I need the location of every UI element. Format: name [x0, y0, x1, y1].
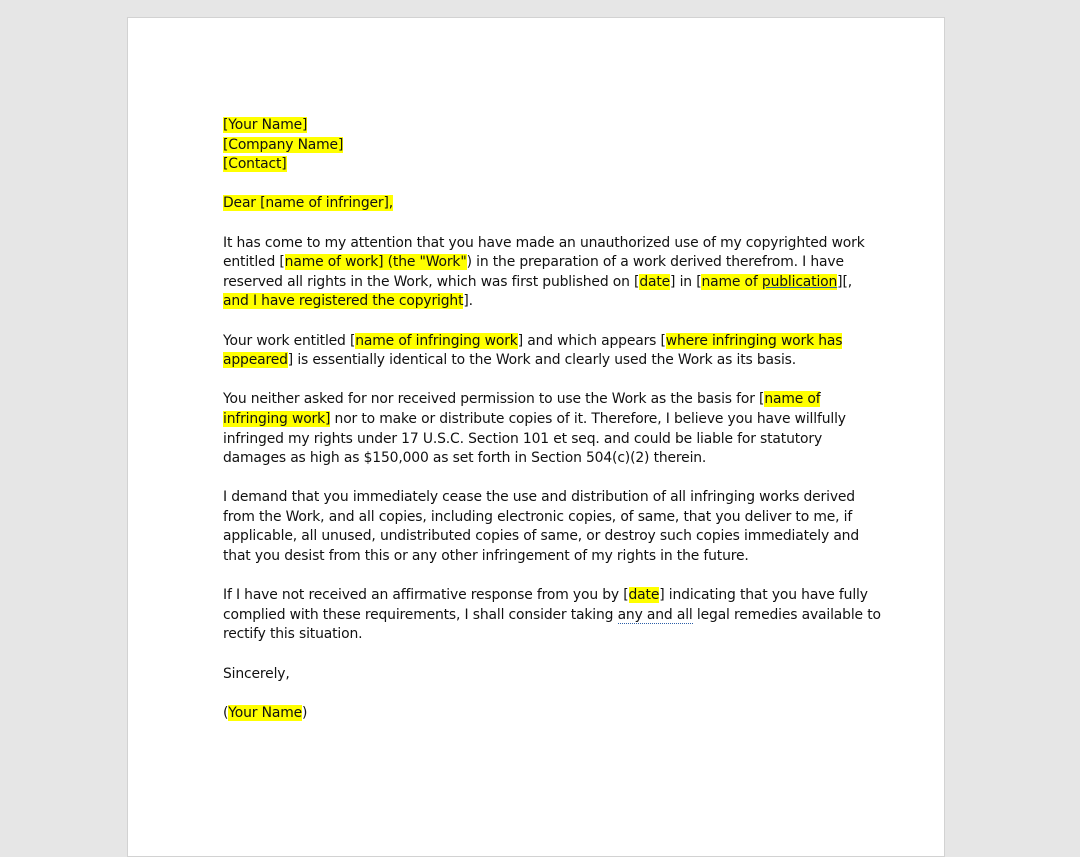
grammar-check-underline[interactable]: any and all — [617, 606, 693, 623]
p3-text: nor to make or distribute copies of it. Therefore, I believe you have willfully — [330, 410, 846, 427]
p3-text: damages as high as $150,000 as set forth in Section 504(c)(2) therein. — [223, 450, 707, 467]
paragraph-unauthorized-use — [223, 234, 863, 312]
placeholder-name-of-infringing-work-2: name of — [764, 391, 821, 408]
placeholder-where-appeared: where infringing work has — [665, 332, 843, 349]
p3-text: You neither asked for nor received permission to use the Work as the basis for [ — [223, 391, 765, 408]
p3-text: infringed my rights under 17 U.S.C. Section 101 et seq. and could be liable for statutory — [223, 430, 823, 447]
sender-name: [Your Name] — [223, 117, 308, 133]
placeholder-deadline-date: date — [628, 587, 660, 604]
p5-text: ] indicating that you have fully — [659, 587, 868, 604]
placeholder-name-of-infringing-work: name of infringing work — [355, 332, 518, 349]
p5-text: rectify this situation. — [223, 626, 363, 643]
p1-text: ) in the preparation of a work derived therefrom. I have — [466, 254, 844, 271]
p5-text: complied with these requirements, I shall consider taking — [223, 606, 618, 623]
p1-text: reserved all rights in the Work, which was first published on [ — [223, 273, 640, 290]
p4-text: that you desist from this or any other infringement of my rights in the future. — [223, 548, 749, 565]
paragraph-no-permission — [223, 390, 863, 468]
p2-text: ] and which appears [ — [517, 332, 666, 349]
paragraph-demand — [223, 488, 863, 566]
placeholder-name-of-publication: name of publication — [701, 273, 838, 290]
placeholder-where-appeared-cont: appeared — [223, 352, 288, 369]
p2-text: Your work entitled [ — [223, 332, 356, 349]
placeholder-name-of-work: name of work] (the "Work" — [284, 254, 467, 271]
p1-text: ] in [ — [670, 273, 702, 290]
placeholder-name-of-infringing-work-2-cont: infringing work] — [223, 410, 331, 427]
placeholder-date: date — [639, 273, 671, 290]
placeholder-registered-copyright: and I have registered the copyright — [223, 293, 464, 310]
p5-text: legal remedies available to — [692, 606, 881, 623]
p4-text: I demand that you immediately cease the use and distribution of all infringing works derived — [223, 489, 855, 506]
p1-text: entitled [ — [223, 254, 285, 271]
p1-text: ][, — [837, 273, 852, 290]
letter-body[interactable] — [223, 116, 881, 723]
p2-text: ] is essentially identical to the Work and clearly used the Work as its basis. — [287, 352, 797, 369]
p1-text: ]. — [463, 293, 473, 310]
sender-contact: [Contact] — [223, 156, 287, 173]
paragraph-infringing-work — [223, 332, 863, 371]
p1-line1: It has come to my attention that you have made an unauthorized use of my copyrighted work — [223, 234, 865, 251]
signature-name: Your Name — [228, 704, 302, 721]
signature: (Your Name) — [223, 704, 308, 721]
spellcheck-underline: publication — [761, 273, 838, 290]
p4-text: applicable, all unused, undistributed copies of same, or destroy such copies immediately and — [223, 528, 860, 545]
document-page — [127, 17, 945, 857]
p5-text: If I have not received an affirmative response from you by [ — [223, 587, 629, 604]
sender-company: [Company Name] — [223, 136, 344, 153]
sender-block — [223, 116, 863, 136]
closing: Sincerely, — [223, 665, 290, 682]
paragraph-deadline — [223, 586, 881, 645]
salutation: Dear [name of infringer], — [223, 195, 393, 212]
p4-text: from the Work, and all copies, including electronic copies, of same, that you deliver to me, if — [223, 508, 853, 525]
